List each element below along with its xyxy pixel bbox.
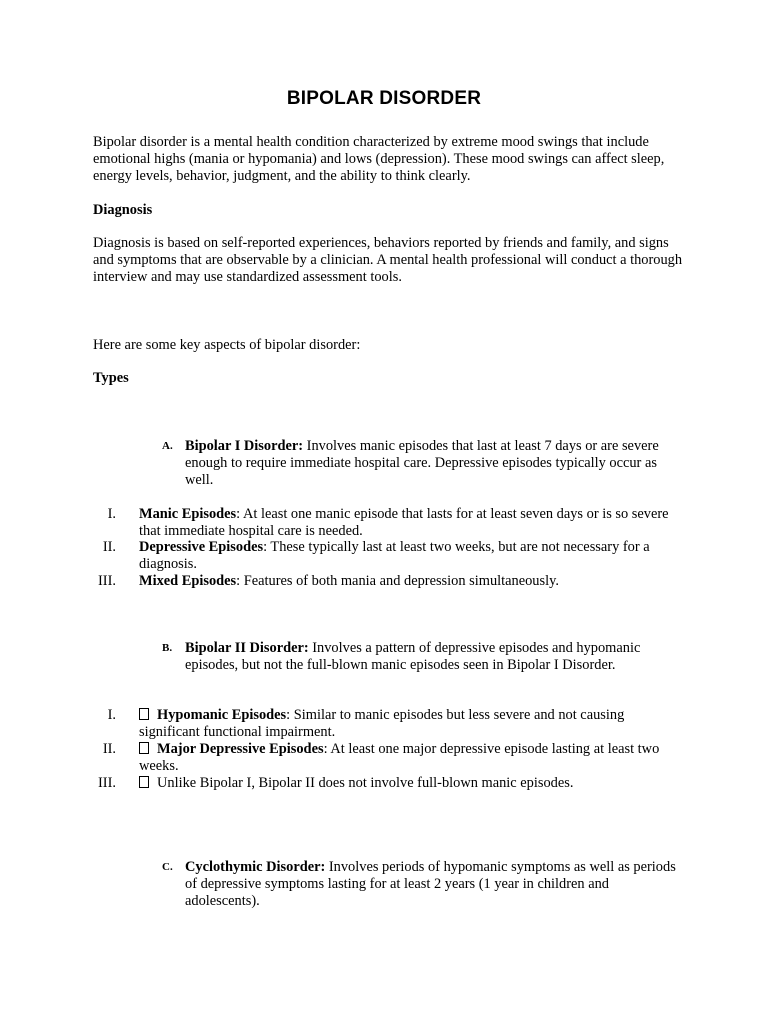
type-a-item-1 — [139, 506, 684, 540]
type-b-item-1-text: : Similar to manic episodes but less severe and not causing significant functional impairment. — [139, 707, 625, 740]
type-a-item-2-text: : These typically last at least two weeks, but are not necessary for a diagnosis. — [139, 539, 650, 572]
type-b-item — [185, 640, 685, 674]
type-a-text: Involves manic episodes that last at least 7 days or are severe enough to require immediate hospital care. Depressive episodes typically occur as well. — [185, 438, 659, 488]
type-b-name: Bipolar II Disorder: — [185, 640, 309, 656]
type-b-item-3-text: Unlike Bipolar I, Bipolar II does not involve full-blown manic episodes. — [157, 775, 574, 791]
type-a-item-1-name: Manic Episodes — [139, 506, 237, 522]
diagnosis-heading: Diagnosis — [93, 202, 153, 218]
type-a-marker: A. — [162, 440, 173, 452]
type-b-item-2 — [139, 741, 684, 775]
type-b-item-3 — [139, 775, 684, 792]
type-a-item-2-marker: II. — [102, 539, 116, 555]
types-heading: Types — [93, 370, 129, 386]
type-a-item-3-marker: III. — [98, 573, 116, 589]
page-title: BIPOLAR DISORDER — [286, 88, 482, 109]
type-b-item-2-text: : At least one major depressive episode lasting at least two weeks. — [139, 741, 660, 774]
type-a-item-3-name: Mixed Episodes — [139, 573, 237, 589]
type-c-item — [185, 859, 685, 910]
type-a-item-1-text: : At least one manic episode that lasts for at least seven days or is so severe that immediate hospital care is needed. — [139, 506, 669, 539]
type-a-name: Bipolar I Disorder: — [185, 438, 304, 454]
type-b-item-1-marker: I. — [107, 707, 116, 723]
missing-glyph-box-icon — [139, 742, 149, 754]
type-b-item-2-marker: II. — [102, 741, 116, 757]
type-a-item-3 — [139, 573, 684, 590]
type-a-item — [185, 438, 685, 489]
type-c-name: Cyclothymic Disorder: — [185, 859, 326, 875]
type-b-item-1 — [139, 707, 684, 741]
type-b-text: Involves a pattern of depressive episodes and hypomanic episodes, but not the full-blown manic episodes seen in Bipolar I Disorder. — [185, 640, 641, 673]
missing-glyph-box-icon — [139, 776, 149, 788]
type-b-marker: B. — [162, 642, 173, 654]
diagnosis-paragraph: Diagnosis is based on self-reported experiences, behaviors reported by friends and family, and signs and symptoms that are observable by a clinician. A mental health professional will conduct a thorough interview and may use standardized assessment tools. — [93, 235, 683, 285]
type-a-item-2-name: Depressive Episodes — [139, 539, 264, 555]
missing-glyph-box-icon — [139, 708, 149, 720]
type-a-item-3-text: : Features of both mania and depression simultaneously. — [236, 573, 559, 589]
key-aspects-intro: Here are some key aspects of bipolar disorder: — [93, 337, 361, 353]
type-c-marker: C. — [162, 861, 173, 873]
type-a-item-2 — [139, 539, 684, 573]
intro-paragraph: Bipolar disorder is a mental health condition characterized by extreme mood swings that include emotional highs (mania or hypomania) and lows (depression). These mood swings can affect sleep, energy levels, behavior, judgment, and the ability to think clearly. — [93, 134, 665, 184]
type-b-item-3-marker: III. — [98, 775, 116, 791]
type-a-item-1-marker: I. — [107, 506, 116, 522]
type-b-item-2-name: Major Depressive Episodes — [157, 741, 324, 757]
type-b-item-1-name: Hypomanic Episodes — [157, 707, 287, 723]
type-c-text: Involves periods of hypomanic symptoms as well as periods of depressive symptoms lasting for at least 2 years (1 year in children and adolescents). — [185, 859, 676, 909]
